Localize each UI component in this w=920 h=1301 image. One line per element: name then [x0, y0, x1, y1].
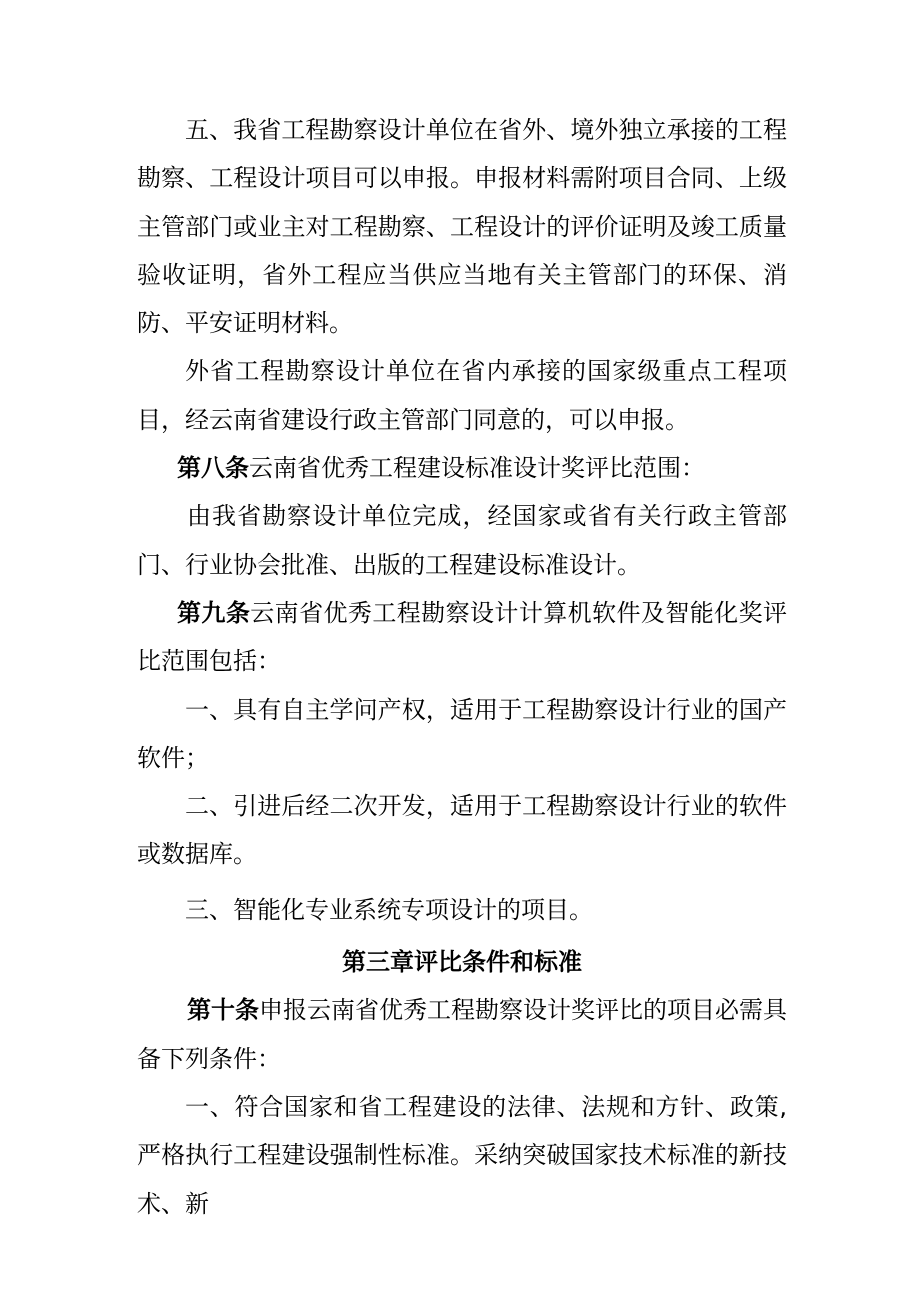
article-10 [137, 986, 787, 1083]
document-page [137, 106, 787, 1228]
article-8-text: 云南省优秀工程建设标准设计奖评比范围： [249, 454, 705, 483]
paragraph-item-3: 三、智能化专业系统专项设计的项目。 [185, 895, 593, 924]
article-10-text: 申报云南省优秀工程勘察设计奖评比的项目必需具备下列条件： [137, 996, 787, 1073]
article-10-label: 第十条 [187, 996, 259, 1025]
chapter-heading: 第三章评比条件和标准 [342, 948, 582, 977]
article-9 [137, 589, 787, 686]
paragraph-item-5: 五、我省工程勘察设计单位在省外、境外独立承接的工程勘察、工程设计项目可以申报。申报材料需附项目合同、上级主管部门或业主对工程勘察、工程设计的评价证明及竣工质量验收证明，省外工程应当供应当地有关主管部门的环保、消防、平安证明材料。 [137, 116, 787, 338]
article-8 [137, 444, 787, 492]
paragraph-condition-1: 一、符合国家和省工程建设的法律、法规和方针、政策,严格执行工程建设强制性标准。采纳突破国家技术标准的新技术、新 [137, 1092, 787, 1218]
article-9-text: 云南省优秀工程勘察设计计算机软件及智能化奖评比范围包括： [137, 598, 787, 676]
paragraph-item-1: 一、具有自主学问产权，适用于工程勘察设计行业的国产软件； [137, 695, 787, 772]
article-9-label: 第九条 [177, 598, 251, 627]
article-8-label: 第八条 [177, 454, 249, 483]
paragraph-article-8-scope: 由我省勘察设计单位完成，经国家或省有关行政主管部门、行业协会批准、出版的工程建设标准设计。 [137, 502, 787, 579]
paragraph-item-2: 二、引进后经二次开发，适用于工程勘察设计行业的软件或数据库。 [137, 792, 787, 869]
paragraph-outside-province: 外省工程勘察设计单位在省内承接的国家级重点工程项目，经云南省建设行政主管部门同意的，可以申报。 [137, 357, 787, 434]
